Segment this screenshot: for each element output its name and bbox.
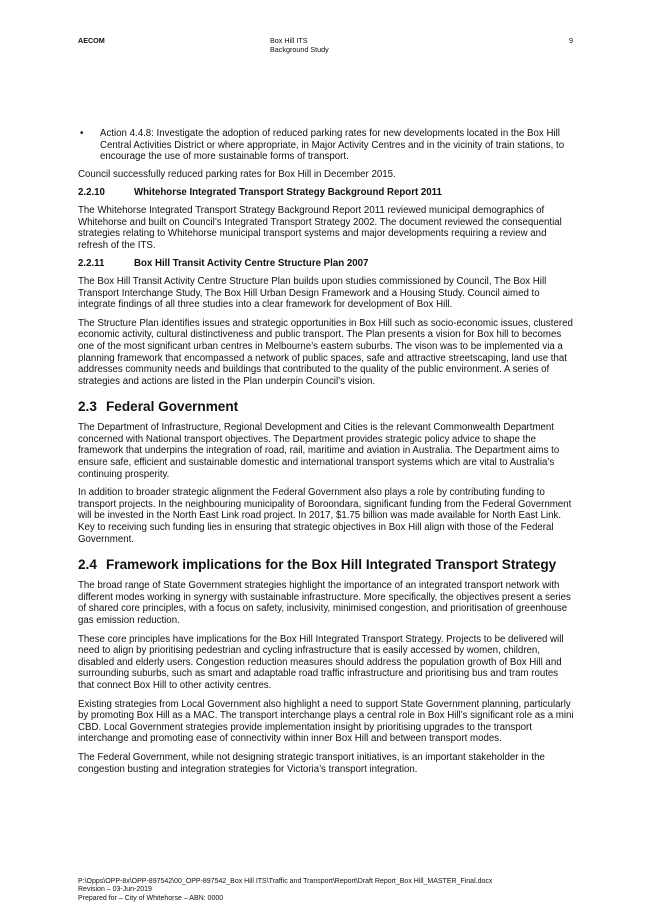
footer-revision: Revision – 03-Jun-2019: [78, 886, 152, 894]
section-number: 2.2.10: [78, 187, 105, 199]
section-2-2-11-paragraph-2: The Structure Plan identifies issues and strategic opportunities in Box Hill such as socio-economic issues, clustered economic activity, cultural distinctiveness and public transport. The Plan presents a vision for Box hill to becomes one of the most significant urban centres in Melbourne’s eastern suburbs. The vison was to be implemented via a planning framework that encompassed a network of public spaces, safe and attractive streetscaping, land use that addresses community needs and buildings that contributed to the quality of the public environment. A series of strategies and actions are listed in the Plan underpin Council’s vision.: [78, 317, 573, 387]
section-2-3-paragraph-2: In addition to broader strategic alignment the Federal Government also plays a role by contributing funding to transport projects. In the neighbouring municipality of Boroondara, significant funding from the Federal Government will be invested in the North East Link road project. In 2017, $1.75 billion was made available for North East Link. Key to receiving such funding lies in ensuring that strategic objectives in Box Hill align with those of the Federal Government.: [78, 487, 572, 545]
section-2-4-paragraph-3: Existing strategies from Local Government also highlight a need to support State Government planning, particularly by promoting Box Hill as a MAC. The transport interchange plays a central role in Box Hill’s significant role as a mini CBD. Local Government strategies provide implementation insight by prioritising upgrades to the transport interchange and promoting ease of connectivity within inner Box Hill and between transport modes.: [78, 698, 574, 745]
section-number: 2.2.11: [78, 258, 105, 270]
section-2-4-paragraph-4: The Federal Government, while not designing strategic transport initiatives, is an important stakeholder in the congestion busting and integration strategies for Victoria’s transport integration.: [78, 751, 545, 775]
section-2-3-paragraph-1: The Department of Infrastructure, Regional Development and Cities is the relevant Commonwealth Department concerned with National transport objectives. The Department provides strategic policy advice to shape the framework that underpins the integration of road, rail, maritime and aviation in Australia. The Department aims to ensure safe, efficient and sustainable domestic and international transport systems which are vital to Australia’s continuing prosperity.: [78, 422, 560, 480]
footer-file-path: P:\Opps\OPP-8x\OPP-897542\00_OPP-897542_Box Hill ITS\Traffic and Transport\Report\Draft Report_Box Hill_MASTER_Final.docx: [78, 878, 493, 885]
bullet-text: Action 4.4.8: Investigate the adoption of reduced parking rates for new developments located in the Box Hill Central Activities District or where appropriate, in Major Activity Centres and in the vicinity of train stations, to encourage the use of more sustainable forms of transport.: [100, 128, 565, 163]
header-title-line2: Background Study: [270, 45, 329, 54]
header-company: AECOM: [78, 36, 105, 45]
section-title: Box Hill Transit Activity Centre Structure Plan 2007: [134, 258, 369, 270]
header-title-line1: Box Hill ITS: [270, 36, 308, 45]
bullet-marker: •: [80, 128, 84, 139]
section-2-2-11-heading: [78, 258, 575, 270]
footer: [78, 878, 492, 903]
parking-paragraph: Council successfully reduced parking rates for Box Hill in December 2015.: [78, 168, 396, 180]
section-2-2-10-paragraph: The Whitehorse Integrated Transport Strategy Background Report 2011 reviewed municipal demographics of Whitehorse and built on Council’s Integrated Transport Strategy 2002. The document reviewed the consequential strategies relating to Whitehorse municipal transport systems and major developments requiring a review and refresh of the ITS.: [78, 204, 562, 251]
footer-prepared-for: Prepared for – City of Whitehorse – ABN: 0000: [78, 894, 224, 902]
section-title: Framework implications for the Box Hill Integrated Transport Strategy: [106, 557, 557, 573]
section-2-2-10-heading: [78, 187, 575, 199]
section-number: 2.4: [78, 557, 97, 573]
section-title: Federal Government: [106, 399, 239, 415]
header-title: [270, 36, 329, 54]
section-2-4-paragraph-2: These core principles have implications for the Box Hill Integrated Transport Strategy. Projects to be delivered will need to align by prioritising pedestrian and cycling infrastructure that is easily accessed by women, children, disabled and elderly users. Congestion reduction measures should address the population growth of Box Hill and surrounding suburbs, such as smart and adaptable road traffic infrastructure and prioritising bus and tram routes that connect Box Hill to other activity centres.: [78, 633, 564, 691]
section-2-2-11-paragraph-1: The Box Hill Transit Activity Centre Structure Plan builds upon studies commissioned by Council, The Box Hill Transport Interchange Study, The Box Hill Urban Design Framework and a Housing Study. Council aimed to integrate findings of all three studies into a clear framework for development of Box Hill.: [78, 275, 547, 311]
document-body: [78, 128, 575, 782]
bullet-action-448: [78, 128, 575, 163]
page-number: 9: [569, 36, 573, 45]
section-title: Whitehorse Integrated Transport Strategy Background Report 2011: [134, 187, 442, 199]
section-2-3-heading: [78, 399, 575, 415]
section-number: 2.3: [78, 399, 97, 415]
section-2-4-heading: [78, 557, 575, 573]
section-2-4-paragraph-1: The broad range of State Government strategies highlight the importance of an integrated transport network with different modes working in synergy with sustainable infrastructure. More specifically, the objectives present a series of shared core principles, with a focus on safety, inclusivity, minimised congestion, and prioritisation of greenhouse gas emission reduction.: [78, 580, 571, 626]
